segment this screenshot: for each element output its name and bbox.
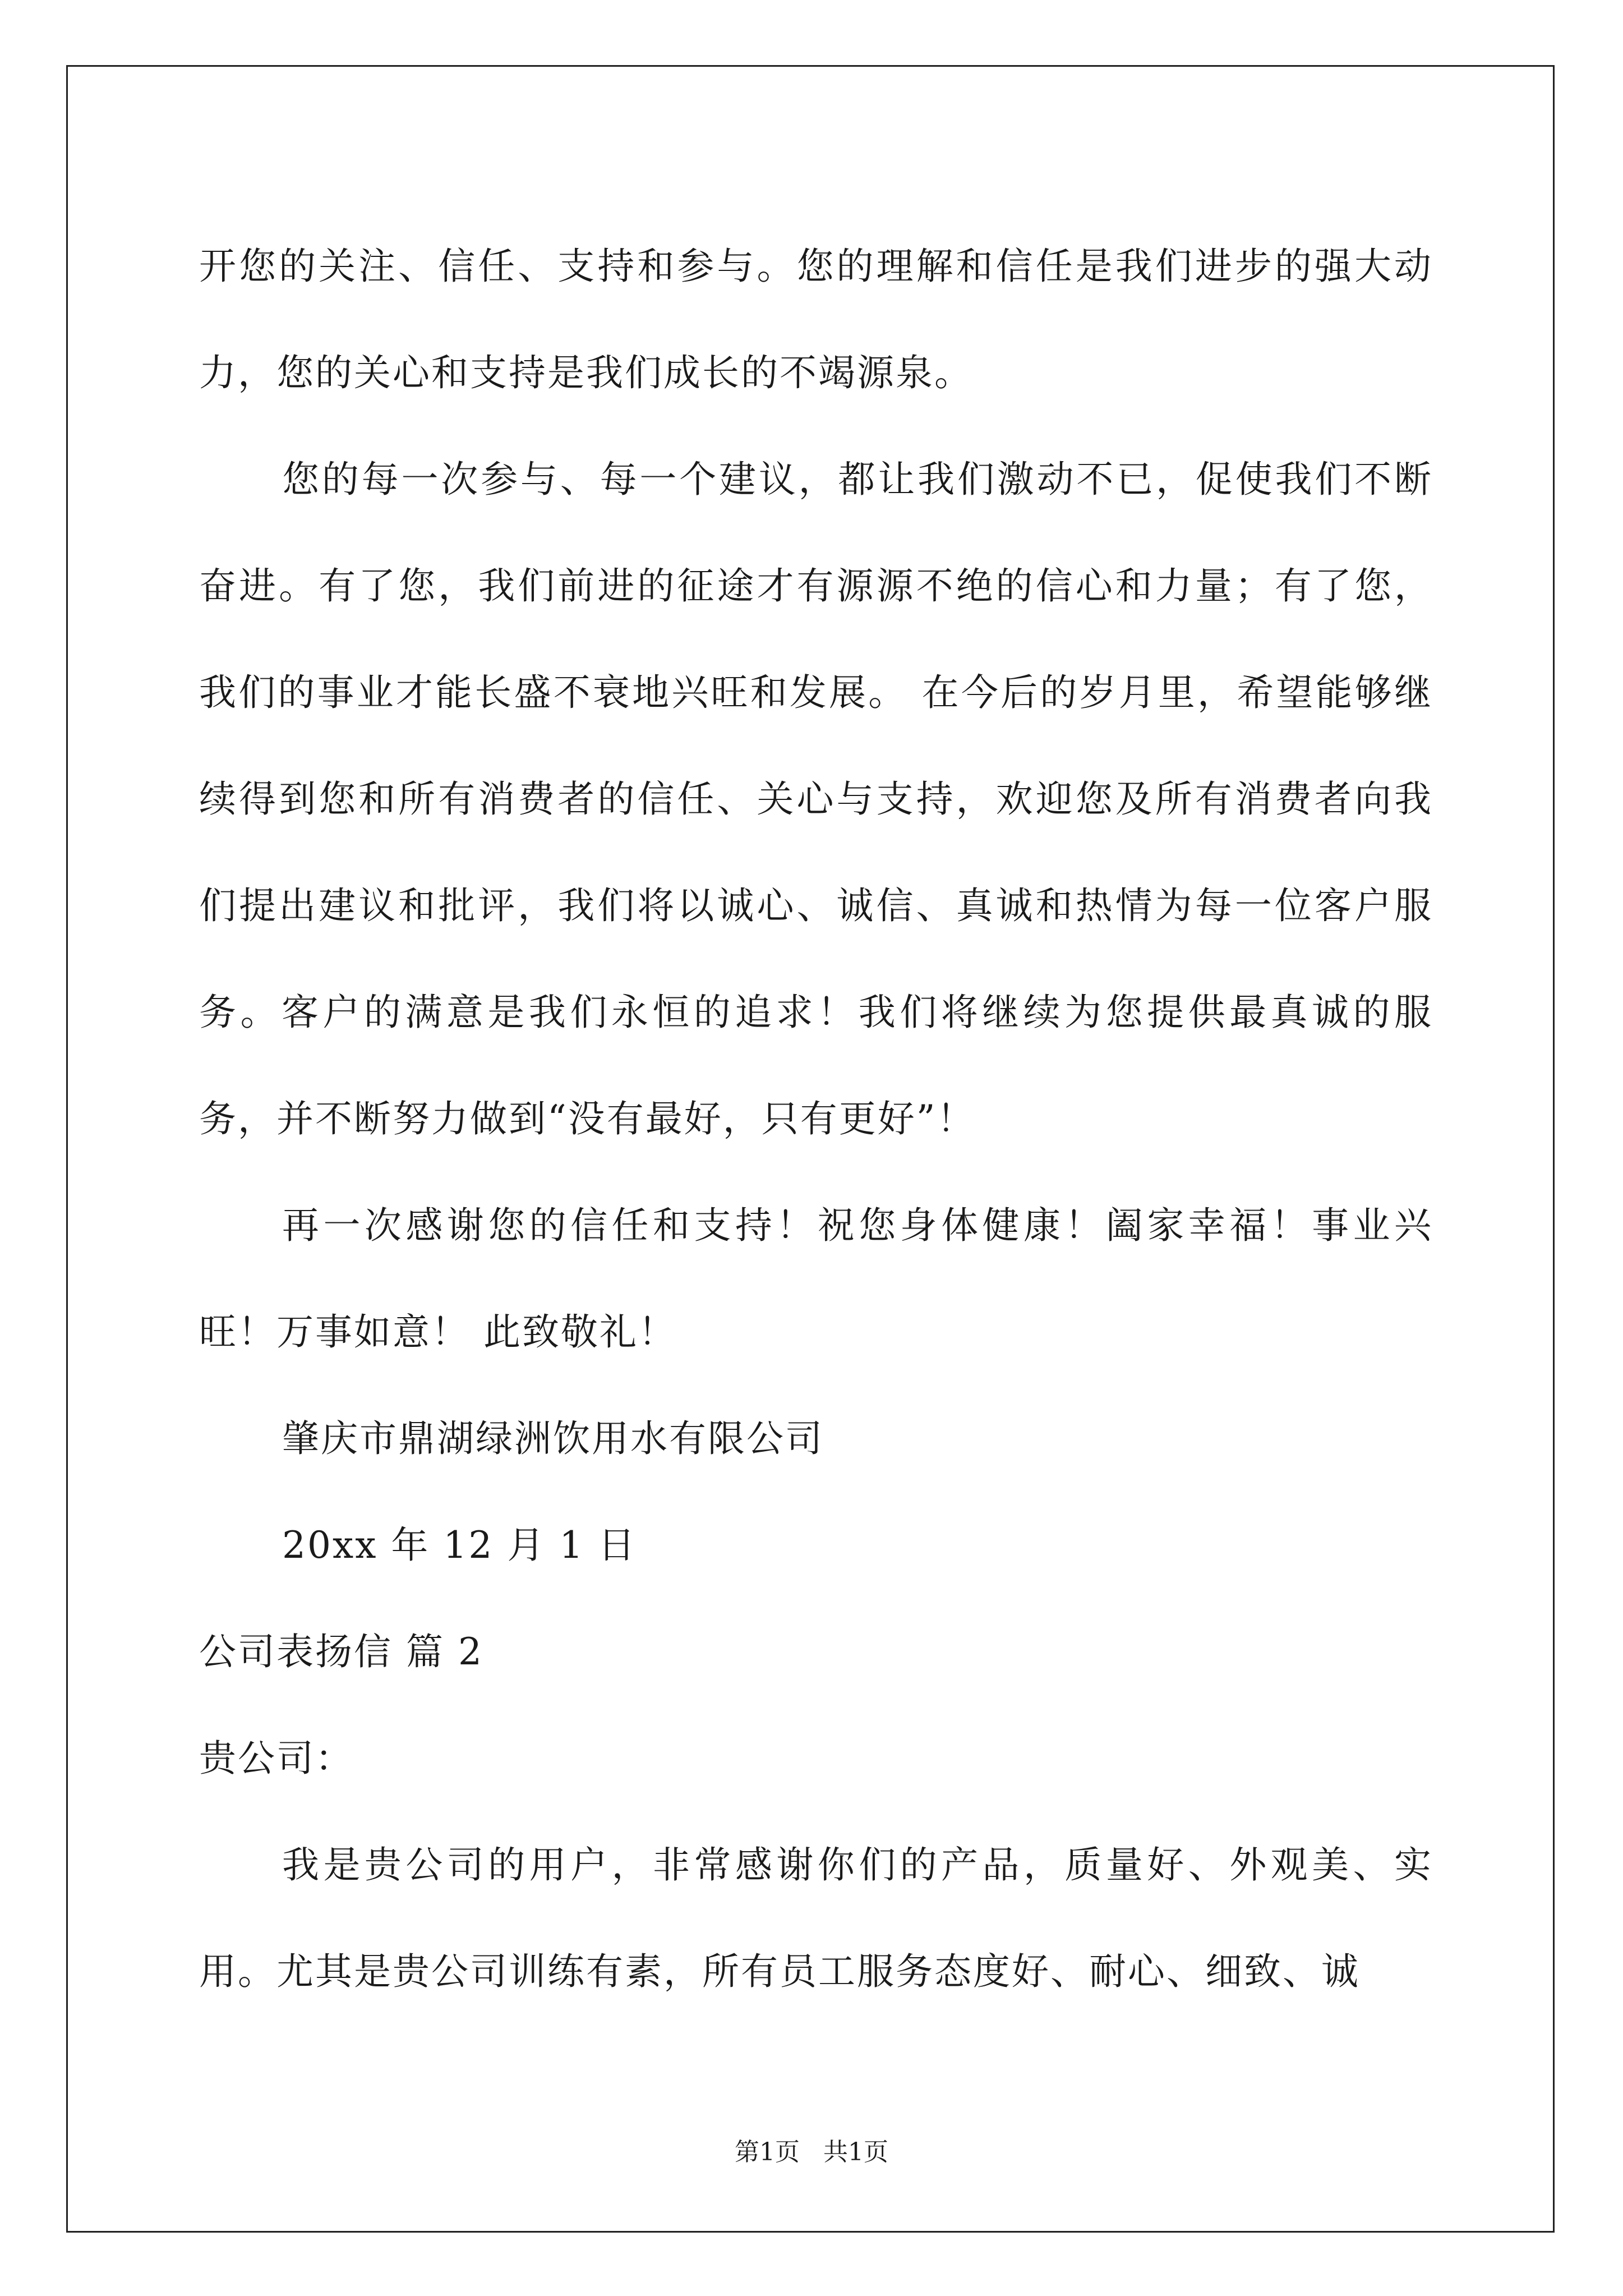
salutation: 贵公司：	[199, 1737, 354, 1780]
paragraph-customer-praise: 我是贵公司的用户，非常感谢你们的产品，质量好、外观美、实用。尤其是贵公司训练有素，所有员工服务态度好、耐心、细致、诚	[199, 1843, 1433, 1993]
signature-company: 肇庆市鼎湖绿洲饮用水有限公司	[282, 1417, 824, 1460]
paragraph-participation: 您的每一次参与、每一个建议，都让我们激动不已，促使我们不断奋进。有了您，我们前进的征途才有源源不绝的信心和力量；有了您，我们的事业才能长盛不衰地兴旺和发展。 在今后的岁月里，希望能够继续得到您和所有消费者的信任、关心与支持，欢迎您及所有消费者向我们提出建议和批评，我们将以诚心、诚信、真诚和热情为每一位客户服务。客户的满意是我们永恒的追求！我们将继续为您提供最真诚的服务，并不断努力做到“没有最好，只有更好”！	[199, 458, 1433, 1140]
paragraph-closing-wishes: 再一次感谢您的信任和支持！祝您身体健康！阖家幸福！事业兴旺！万事如意！ 此致敬礼！	[199, 1204, 1433, 1354]
signature-date: 20xx 年 12 月 1 日	[282, 1524, 637, 1567]
paragraph-gratitude-continued: 开您的关注、信任、支持和参与。您的理解和信任是我们进步的强大动力，您的关心和支持是我们成长的不竭源泉。	[199, 245, 1433, 394]
page-footer: 第1页 共1页	[735, 2138, 888, 2166]
document-body	[199, 213, 1433, 2025]
section-heading: 公司表扬信 篇 2	[199, 1630, 483, 1673]
